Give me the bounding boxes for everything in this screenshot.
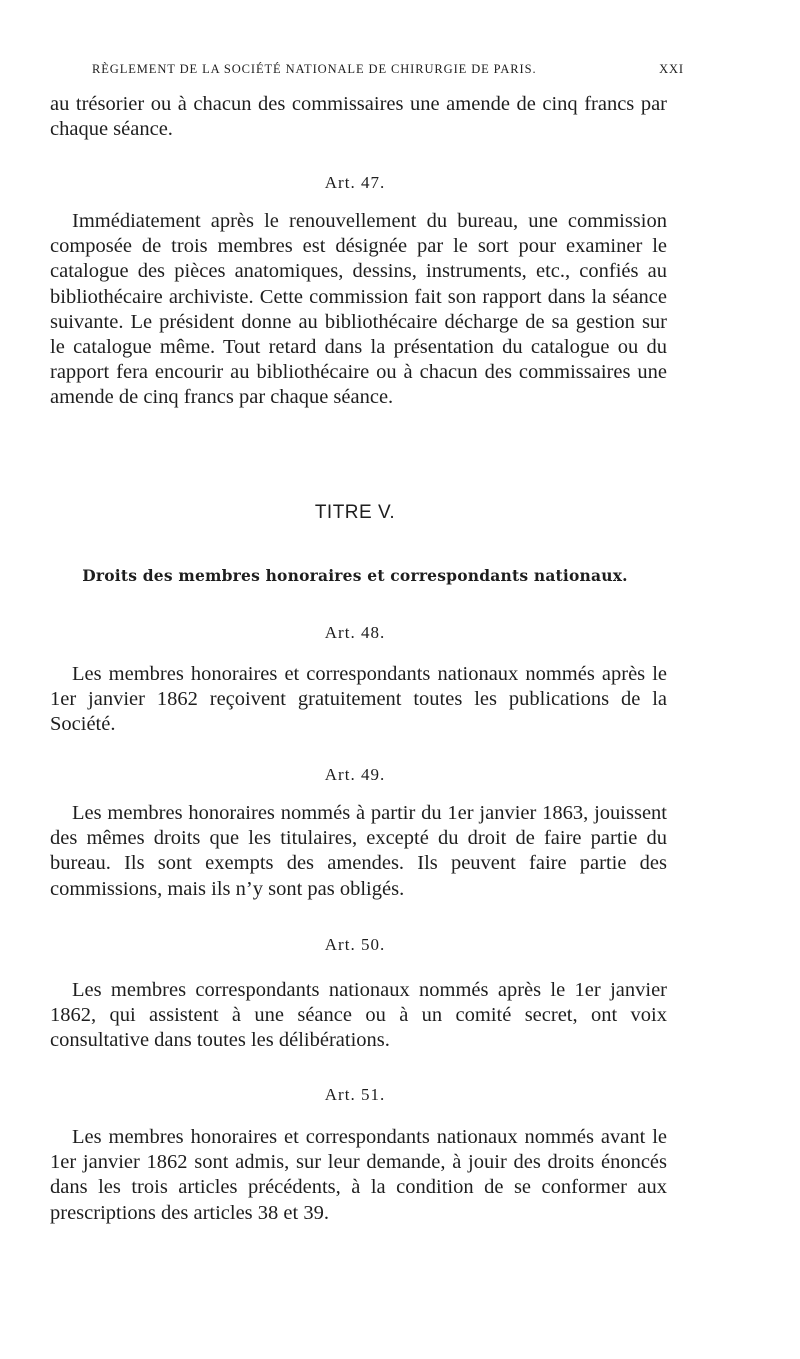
article-50-heading: Art. 50. [324,935,386,954]
article-51-heading: Art. 51. [324,1085,386,1104]
title-v-subtitle: Droits des membres honoraires et correspondants nationaux. [82,566,628,585]
running-header [92,62,684,77]
article-49-text: Les membres honoraires nommés à partir du 1er janvier 1863, jouissent des mêmes droits que les titulaires, excepté du droit de faire partie du bureau. Ils sont exempts des amendes. Ils peuvent faire partie des commissions, mais ils n’y sont pas obligés. [50,802,667,900]
running-title: RÈGLEMENT DE LA SOCIÉTÉ NATIONALE DE CHIRURGIE DE PARIS. [92,62,537,76]
continuation-paragraph: au trésorier ou à chacun des commissaires une amende de cinq francs par chaque séance. [50,93,667,141]
article-48-text: Les membres honoraires et correspondants nationaux nommés après le 1er janvier 1862 reçoivent gratuitement toutes les publications de la Société. [50,663,667,736]
page-number: XXI [659,62,684,76]
article-47-heading: Art. 47. [324,173,386,192]
article-47-text: Immédiatement après le renouvellement du bureau, une commission composée de trois membres est désignée par le sort pour examiner le catalogue des pièces anatomiques, dessins, instruments, etc., confiés au bibliothécaire archiviste. Cette commission fait son rapport dans la séance suivante. Le président donne au bibliothécaire décharge de sa gestion sur le catalogue même. Tout retard dans la présentation du catalogue ou du rapport fera encourir au bibliothécaire ou à chacun des commissaires une amende de cinq francs par chaque séance. [50,210,667,409]
article-51-text: Les membres honoraires et correspondants nationaux nommés avant le 1er janvier 1862 sont admis, sur leur demande, à jouir des droits énoncés dans les trois articles précédents, à la condition de se conformer aux prescriptions des articles 38 et 39. [50,1126,667,1224]
title-v-heading: TITRE V. [314,502,396,523]
article-48-heading: Art. 48. [324,623,386,642]
article-50-text: Les membres correspondants nationaux nommés après le 1er janvier 1862, qui assistent à une séance ou à un comité secret, ont voix consultative dans toutes les délibérations. [50,979,667,1052]
article-49-heading: Art. 49. [324,765,386,784]
